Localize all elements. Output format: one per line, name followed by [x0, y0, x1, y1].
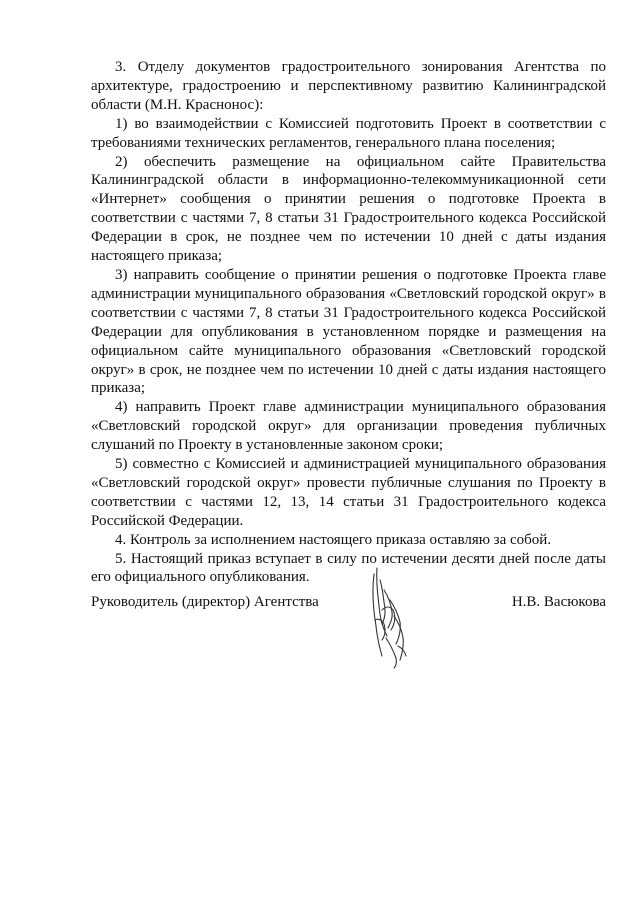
paragraph-subitem-5: 5) совместно с Комиссией и администрацией муниципального образования «Светловский городской округ» провести публичные слушания по Проекту в соответствии с частями 12, 13, 14 статьи 31 Градостроительного кодекса Российской Федерации.: [91, 456, 606, 529]
paragraph-item-3: 3. Отделу документов градостроительного зонирования Агентства по архитектуре, градостроению и перспективному развитию Калининградской области (М.Н. Краснонос):: [91, 59, 606, 113]
paragraph-subitem-3: 3) направить сообщение о принятии решения о подготовке Проекта главе администрации муниципального образования «Светловский городской округ» в соответствии с частями 7, 8 статьи 31 Градостроительного кодекса Российской Федерации для опубликования в установленном порядке и размещения на официальном сайте муниципального образования «Светловский городской округ» в срок, не позднее чем по истечении 10 дней с даты издания настоящего приказа;: [91, 266, 606, 397]
paragraph-subitem-4: 4) направить Проект главе администрации муниципального образования «Светловский городской округ» для организации проведения публичных слушаний по Проекту в установленные законом сроки;: [91, 399, 606, 454]
paragraph-item-4: 4. Контроль за исполнением настоящего приказа оставляю за собой.: [115, 531, 552, 548]
signatory-name: Н.В. Васюкова: [511, 594, 606, 610]
paragraph-item-5: 5. Настоящий приказ вступает в силу по истечении десяти дней после даты его официального опубликования.: [91, 550, 606, 586]
paragraph-subitem-2: 2) обеспечить размещение на официальном сайте Правительства Калининградской области в информационно-телекоммуникационной сети «Интернет» сообщения о принятии решения о подготовке Проекта в соответствии с частями 7, 8 статьи 31 Градостроительного кодекса Российской Федерации в срок, не позднее чем по истечении 10 дней с даты издания настоящего приказа;: [91, 153, 606, 265]
paragraph-subitem-1: 1) во взаимодействии с Комиссией подготовить Проект в соответствии с требованиями технических регламентов, генерального плана поселения;: [91, 115, 606, 151]
document-body: [91, 58, 606, 587]
signatory-role: Руководитель (директор) Агентства: [91, 594, 319, 610]
handwritten-signature: [360, 560, 420, 670]
signature-row: [91, 592, 606, 616]
